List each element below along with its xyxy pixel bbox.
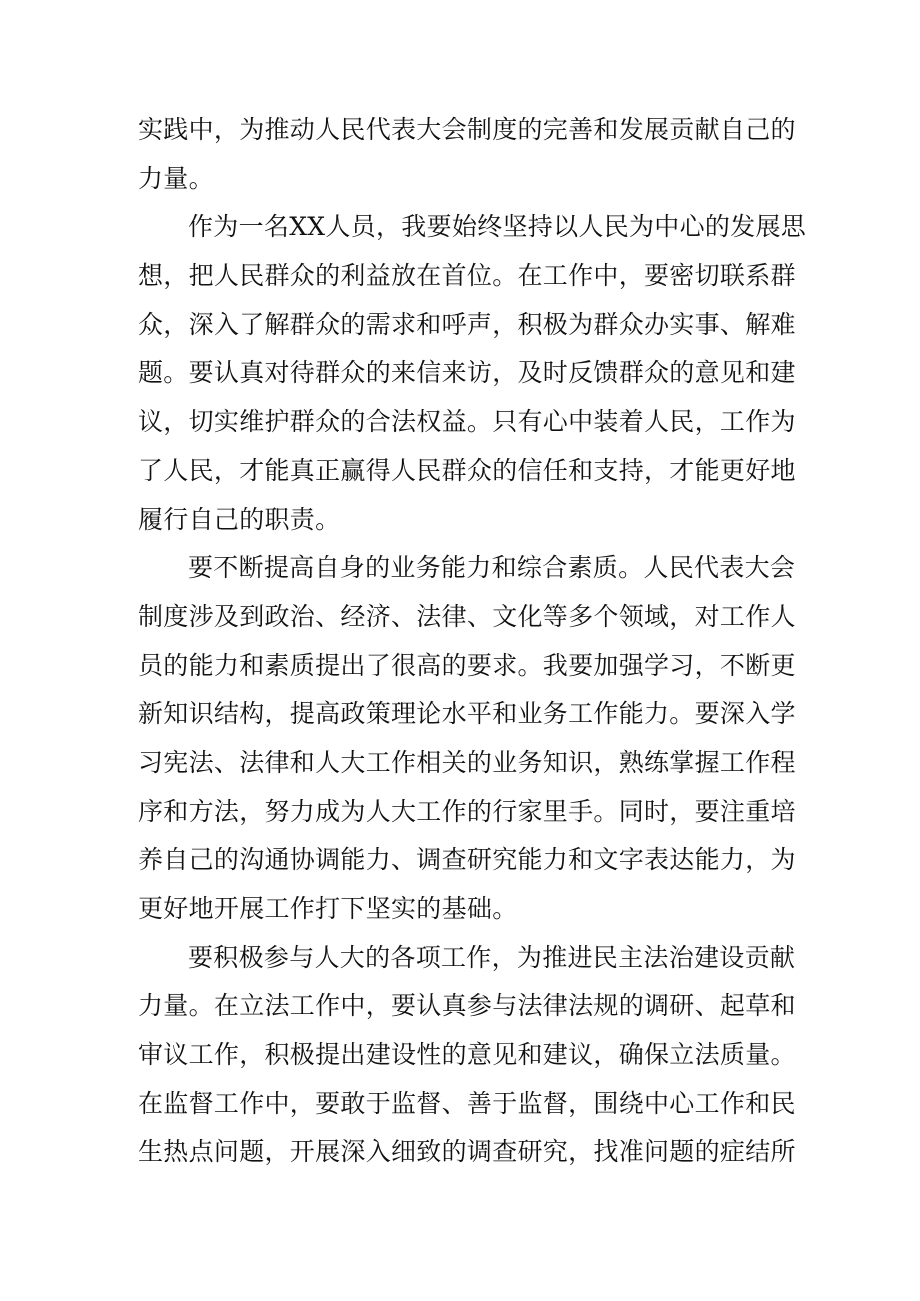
text-line: 生热点问题，开展深入细致的调查研究，找准问题的症结所 [138, 1137, 796, 1167]
text-line: 序和方法，努力成为人大工作的行家里手。同时，要注重培 [138, 796, 796, 826]
text-line: 制度涉及到政治、经济、法律、文化等多个领域，对工作人 [138, 601, 796, 631]
text-line: 了人民，才能真正赢得人民群众的信任和支持，才能更好地 [138, 455, 796, 485]
text-line: 习宪法、法律和人大工作相关的业务知识，熟练掌握工作程 [138, 747, 796, 777]
body-text [138, 106, 807, 1177]
text-line: 力量。在立法工作中，要认真参与法律法规的调研、起草和 [138, 991, 796, 1021]
text-line: 在监督工作中，要敢于监督、善于监督，围绕中心工作和民 [138, 1088, 796, 1118]
text-line: 议，切实维护群众的合法权益。只有心中装着人民，工作为 [138, 407, 796, 437]
text-line: 新知识结构，提高政策理论水平和业务工作能力。要深入学 [138, 699, 796, 729]
text-line: 履行自己的职责。 [138, 504, 341, 534]
text-line: 题。要认真对待群众的来信来访，及时反馈群众的意见和建 [138, 358, 796, 388]
text-line: 想，把人民群众的利益放在首位。在工作中，要密切联系群 [138, 261, 796, 291]
paragraph-1 [138, 106, 796, 203]
paragraph-3 [138, 544, 796, 934]
text-line: 养自己的沟通协调能力、调查研究能力和文字表达能力，为 [138, 845, 796, 875]
text-line: 要不断提高自身的业务能力和综合素质。人民代表大会 [188, 553, 796, 583]
text-line: 审议工作，积极提出建设性的意见和建议，确保立法质量。 [138, 1040, 796, 1070]
paragraph-4 [138, 934, 796, 1177]
text-line: 实践中，为推动人民代表大会制度的完善和发展贡献自己的 [138, 115, 796, 144]
text-line: 要积极参与人大的各项工作，为推进民主法治建设贡献 [188, 942, 796, 972]
text-line: 力量。 [138, 163, 214, 193]
text-line: 作为一名XX人员，我要始终坚持以人民为中心的发展思 [188, 212, 807, 242]
text-line: 员的能力和素质提出了很高的要求。我要加强学习，不断更 [138, 650, 796, 680]
text-line: 更好地开展工作打下坚实的基础。 [138, 894, 518, 923]
text-line: 众，深入了解群众的需求和呼声，积极为群众办实事、解难 [138, 309, 796, 339]
paragraph-2 [138, 203, 807, 544]
